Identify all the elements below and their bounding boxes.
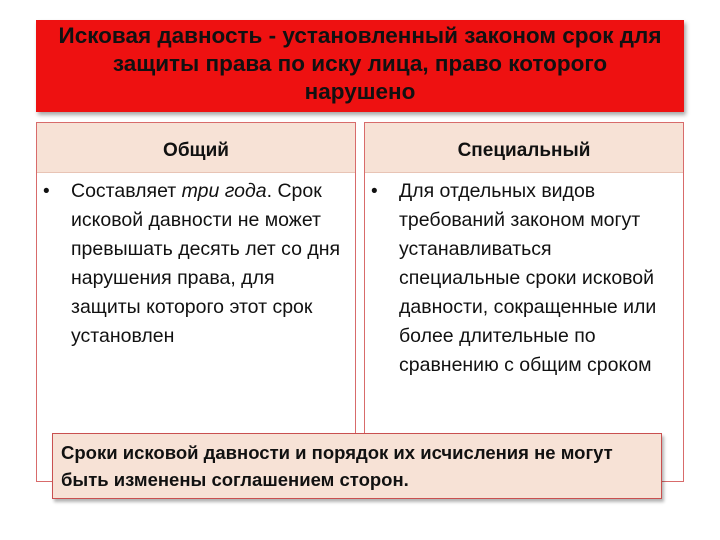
note-box: Сроки исковой давности и порядок их исчисления не могут быть изменены соглашением сторон. [52, 433, 662, 499]
bullet-icon: • [371, 181, 378, 202]
general-text-after: . Срок исковой давности не может превышать десять лет со дня нарушения права, для защиты которого этот срок установлен [71, 180, 341, 347]
page-title: Исковая давность - установленный законом срок для защиты права по иску лица, право которого нарушено [58, 23, 662, 104]
special-heading: Специальный [365, 123, 683, 173]
general-text-emphasis: три года [181, 180, 267, 202]
general-heading: Общий [37, 123, 355, 173]
special-body [365, 173, 683, 380]
special-column [364, 122, 684, 482]
general-body [37, 173, 355, 351]
title-banner [36, 20, 684, 112]
bullet-icon: • [43, 181, 50, 202]
special-text: Для отдельных видов требований законом могут устанавливаться специальные сроки исковой давности, сокращенные или более длительные по сравнению с общим сроком [399, 180, 657, 376]
general-text-before: Составляет [71, 180, 182, 202]
general-column [36, 122, 356, 482]
